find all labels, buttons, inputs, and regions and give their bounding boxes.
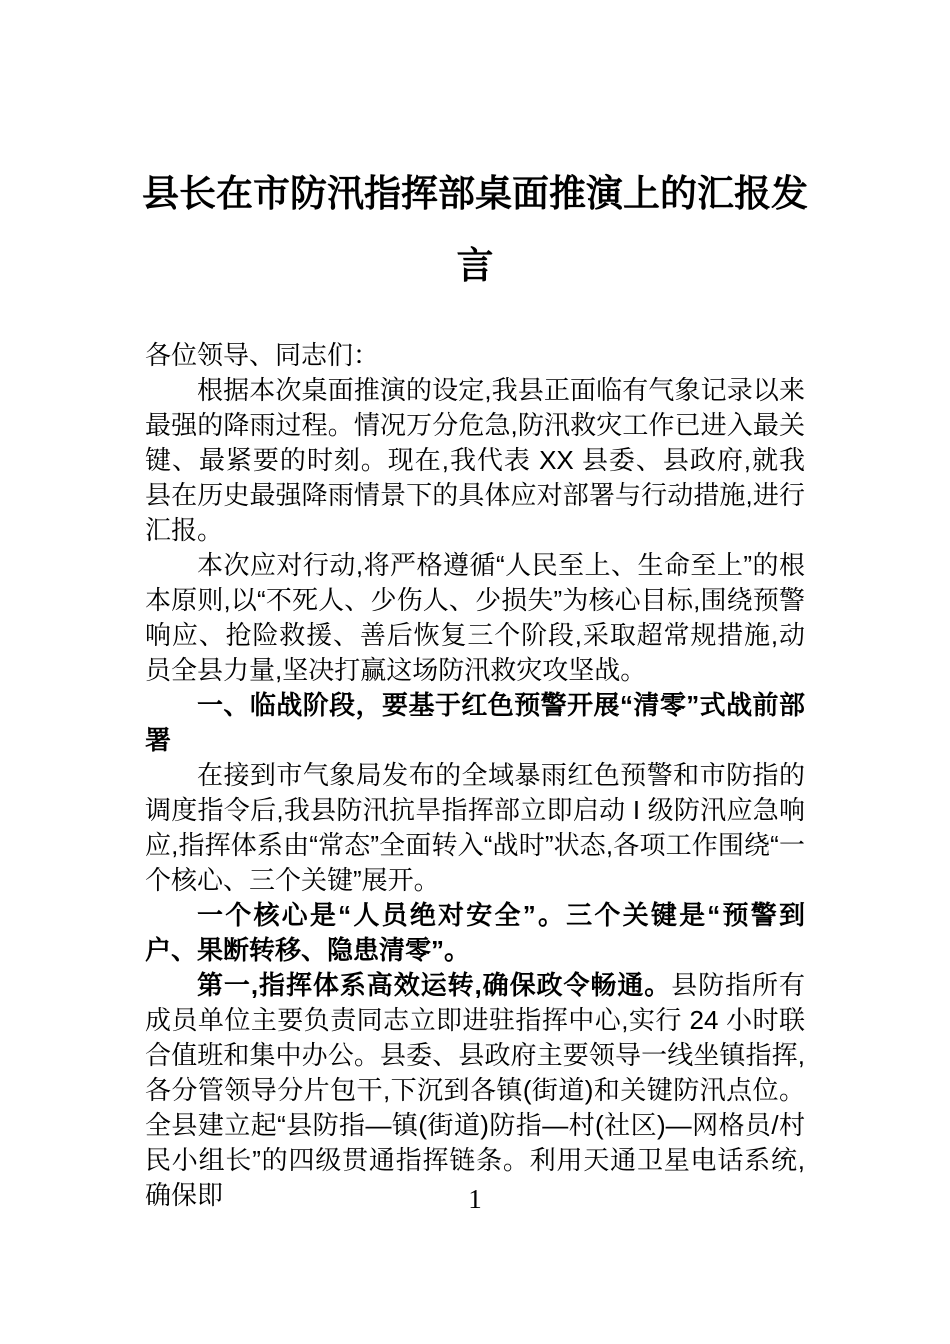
- section-heading: [145, 688, 805, 758]
- paragraph: [145, 758, 805, 898]
- paragraph-text: 县防指所有成员单位主要负责同志立即进驻指挥中心,实行 24 小时联合值班和集中办公。县委、县政府主要领导一线坐镇指挥,各分管领导分片包干,下沉到各镇(街道)和关键防汛点位。全县建立起“县防指—镇(街道)防指—村(社区)—网格员/村民小组长”的四级贯通指挥链条。利用天通卫星电话系统,确保即: [145, 970, 805, 1210]
- paragraph: [145, 548, 805, 688]
- document-title: 县长在市防汛指挥部桌面推演上的汇报发言: [142, 173, 808, 286]
- paragraph: [145, 373, 805, 548]
- page-number: 1: [468, 1184, 482, 1214]
- paragraph: [145, 968, 805, 1213]
- paragraph-text: 在接到市气象局发布的全域暴雨红色预警和市防指的调度指令后,我县防汛抗旱指挥部立即启动 I 级防汛应急响应,指挥体系由“常态”全面转入“战时”状态,各项工作围绕“一个核心、三个关键”展开。: [145, 760, 805, 895]
- salutation: 各位领导、同志们：: [145, 340, 380, 370]
- paragraph-lead: 第一,指挥体系高效运转,确保政令畅通。: [197, 970, 672, 1000]
- key-points-paragraph: [145, 898, 805, 968]
- paragraph-text: 根据本次桌面推演的设定,我县正面临有气象记录以来最强的降雨过程。情况万分危急,防汛救灾工作已进入最关键、最紧要的时刻。现在,我代表 XX 县委、县政府,就我县在历史最强降雨情景下的具体应对部署与行动措施,进行汇报。: [145, 375, 805, 545]
- paragraph-text: 本次应对行动,将严格遵循“人民至上、生命至上”的根本原则,以“不死人、少伤人、少损失”为核心目标,围绕预警响应、抢险救援、善后恢复三个阶段,采取超常规措施,动员全县力量,坚决打赢这场防汛救灾攻坚战。: [145, 550, 805, 685]
- key-points-text: 一个核心是“人员绝对安全”。三个关键是“预警到户、果断转移、隐患清零”。: [145, 900, 805, 965]
- document-body: [145, 338, 805, 1213]
- section-heading-text: 一、临战阶段，要基于红色预警开展“清零”式战前部署: [145, 690, 805, 755]
